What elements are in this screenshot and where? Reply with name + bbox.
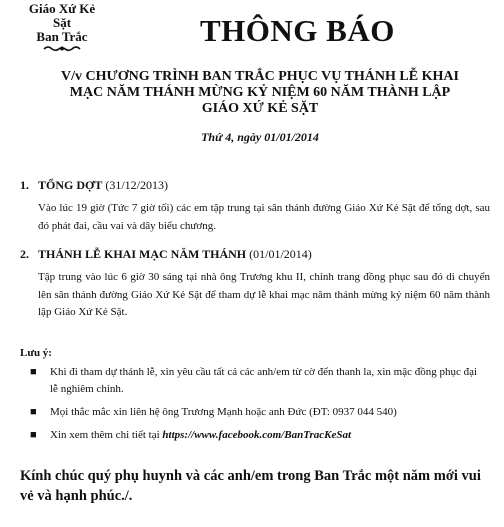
closing-message: Kính chúc quý phụ huynh và các anh/em trong Ban Trắc một năm mới vui vẻ và hạnh phúc./. — [20, 468, 481, 504]
ornament-divider-icon — [42, 45, 82, 52]
section-number: 1. — [20, 178, 29, 192]
note-item — [30, 404, 480, 421]
section-title: THÁNH LỄ KHAI MẠC NĂM THÁNH — [38, 247, 247, 261]
bullet-icon: ■ — [30, 429, 37, 441]
bullet-icon: ■ — [30, 366, 37, 378]
subject-line: MẠC NĂM THÁNH MỪNG KỶ NIỆM 60 NĂM THÀNH LẬP — [69, 85, 451, 100]
section-body: Tập trung vào lúc 6 giờ 30 sáng tại nhà ông Trương khu II, chỉnh trang đồng phục sau đó di chuyển lên sân thánh đường Giáo Xứ Kẻ Sặt để tham dự lễ khai mạc năm thánh mừng kỷ niệm 60 năm thành lập Giáo Xứ Kẻ Sặt. — [38, 271, 490, 318]
note-text: Xin xem thêm chi tiết tại — [50, 429, 163, 441]
section-rehearsal — [20, 178, 490, 235]
subject-line: V/v CHƯƠNG TRÌNH BAN TRẮC PHỤC VỤ THÁNH LỄ KHAI — [61, 69, 459, 84]
note-text: Khi đi tham dự thánh lễ, xin yêu cầu tất cả các anh/em từ cờ đến thanh la, xin mặc đồng phục đại lễ nghiêm chỉnh. — [50, 366, 478, 395]
subject-line: GIÁO XỨ KẺ SẶT — [201, 101, 319, 116]
note-item — [30, 427, 480, 444]
section-heading — [20, 247, 490, 261]
facebook-link[interactable]: https://www.facebook.com/BanTracKeSat — [162, 429, 352, 441]
document-date: Thứ 4, ngày 01/01/2014 — [201, 130, 319, 144]
section-date: (01/01/2014) — [249, 247, 312, 261]
section-number: 2. — [20, 247, 29, 261]
org-group-name: Ban Trắc — [36, 29, 88, 44]
org-parish-name: Giáo Xứ Kẻ Sặt — [28, 1, 96, 30]
section-title: TỔNG DỢT — [38, 178, 103, 192]
notes-label: Lưu ý: — [20, 347, 52, 359]
bullet-icon: ■ — [30, 406, 37, 418]
document-title: THÔNG BÁO — [200, 13, 395, 48]
section-opening-mass — [20, 247, 490, 322]
section-date: (31/12/2013) — [105, 178, 169, 192]
note-item — [30, 364, 480, 398]
notes-list — [30, 364, 480, 450]
section-heading — [20, 178, 490, 192]
section-body: Vào lúc 19 giờ (Tức 7 giờ tối) các em tập trung tại sân thánh đường Giáo Xứ Kẻ Sặt để tổng dợt, sau đó phát đai, cầu vai và dây biểu chương. — [38, 202, 490, 232]
organization-block — [22, 2, 102, 52]
subject-heading — [40, 69, 480, 117]
note-text: Mọi thắc mắc xin liên hệ ông Trương Mạnh hoặc anh Đức (ĐT: 0937 044 540) — [50, 406, 397, 418]
